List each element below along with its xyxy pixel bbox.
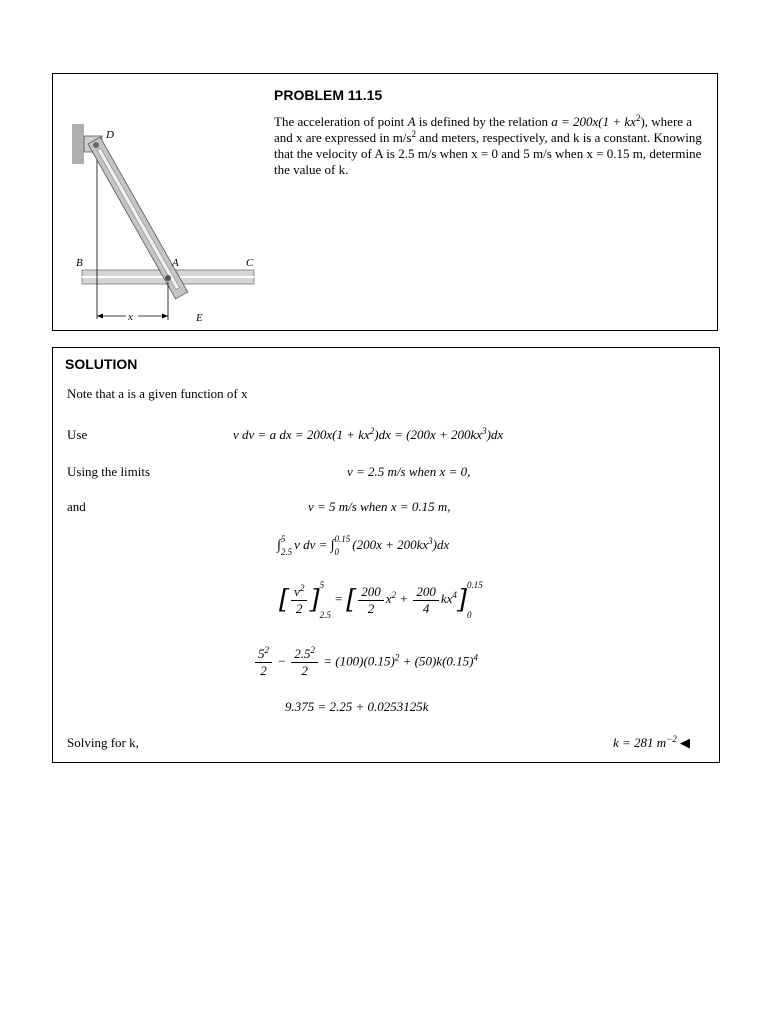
use-label: Use	[67, 427, 88, 442]
limits-equation: v = 2.5 m/s when x = 0,	[347, 464, 471, 479]
label-b: B	[76, 257, 83, 269]
solving-label: Solving for k,	[67, 735, 139, 750]
problem-statement: The acceleration of point A is defined by the relation $a = 200x(1 + kx^2)$, where a and x are expressed in $m/s^2$ and meters, respectively, and k is a constant. Knowing that the velocity of A is 2.5 m/s when x = 0 and 5 m/s when x = 0.15 m, determine the value of k.	[274, 113, 702, 177]
limits-label: Using the limits	[67, 464, 151, 479]
problem-title: PROBLEM 11.15	[274, 87, 383, 103]
solution-intro: Note that a is a given function of x	[67, 386, 248, 401]
solution-box	[52, 347, 720, 763]
wall-support	[72, 124, 84, 164]
and-label: and	[67, 499, 86, 514]
label-c: C	[246, 257, 254, 269]
and-equation: v = 5 m/s when x = 0.15 m,	[308, 499, 451, 514]
integral-equation: ∫ 5 2.5 v dv = ∫ 0.15 0 $(200x + 200kx^3)dx$	[277, 534, 450, 557]
label-x: x	[128, 311, 133, 323]
use-equation: v dv = a dx = $200x(1 + kx^2)dx = (200x + 200kx^3)dx$	[233, 426, 504, 442]
pin-d	[93, 142, 99, 148]
pin-a	[165, 275, 171, 281]
final-answer: k = 281 $m^{-2}$ ◀	[613, 734, 691, 750]
problem-box	[52, 73, 718, 331]
mechanism-figure	[68, 114, 268, 329]
label-d: D	[106, 129, 114, 141]
label-a: A	[172, 257, 179, 269]
answer-marker-icon: ◀	[680, 735, 691, 750]
fraction-equation: $\frac{5^2}{2}$ − $\frac{2.5^2}{2}$ = $(100)(0.15)^2 + (50)k(0.15)^4$	[253, 646, 478, 679]
label-e: E	[196, 312, 203, 324]
numeric-equation: 9.375 = 2.25 + 0.0253125k	[285, 699, 429, 714]
bracket-equation: [ $\frac{v^2}{2}$ ] 5 2.5 = [ $\frac{200}{2}$ $x^2$ + $\frac{200}{4}$ $kx^4$] 0.15 0	[279, 580, 483, 620]
solution-title: SOLUTION	[65, 356, 138, 372]
